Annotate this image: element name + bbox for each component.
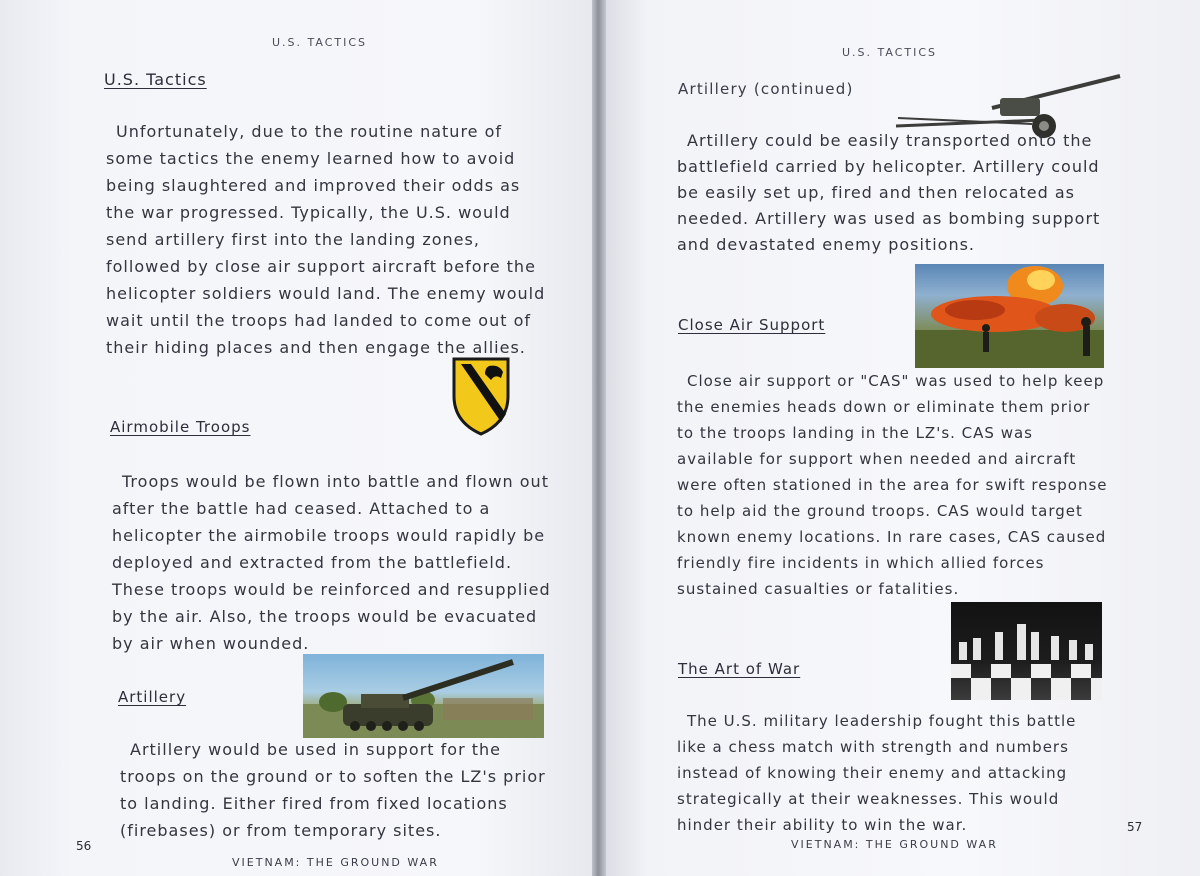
section-body: Unfortunately, due to the routine nature of some tactics the enemy learned how to avoid being slaughtered and improved their odds as the war progressed. Typically, the U.S. would send artillery first into the landing zones, followed by close air support aircraft before the helicopter soldiers would land. The enemy would wait until the troops had landed to come out of their hiding places and then engage the allies. [106, 122, 546, 357]
running-foot: VIETNAM: THE GROUND WAR [232, 856, 439, 869]
chess-pieces-photo [951, 602, 1102, 700]
section-body: Artillery would be used in support for the troops on the ground or to soften the LZ's prior to landing. Either fired from fixed locations (firebases) or from temporary sites. [120, 740, 546, 840]
section-body: Troops would be flown into battle and flown out after the battle had ceased. Attached to a helicopter the airmobile troops would rapidly be deployed and extracted from the battlefield. These troops would be reinforced and resupplied by the air. Also, the troops would be evacuated by air when wounded. [112, 472, 551, 653]
section-heading: Artillery (continued) [678, 80, 854, 98]
running-head: U.S. TACTICS [272, 36, 368, 49]
running-foot: VIETNAM: THE GROUND WAR [791, 838, 998, 851]
running-head: U.S. TACTICS [842, 46, 938, 59]
right-page [600, 0, 1200, 876]
section-heading: Airmobile Troops [110, 418, 251, 436]
section-body: The U.S. military leadership fought this battle like a chess match with strength and numbers instead of knowing their enemy and attacking strategically at their weaknesses. This would hinder their ability to win the war. [677, 712, 1077, 834]
section-body: Close air support or "CAS" was used to help keep the enemies heads down or eliminate them prior to the troops landing in the LZ's. CAS was available for support when needed and aircraft were often stationed in the area for swift response to help aid the ground troops. CAS would target known enemy locations. In rare cases, CAS caused friendly fire incidents in which allied forces sustained casualties or fatalities. [677, 372, 1108, 598]
section-body: Artillery could be easily transported onto the battlefield carried by helicopter. Artillery could be easily set up, fired and then relocated as needed. Artillery was used as bombing support and devastated enemy positions. [677, 131, 1101, 254]
section-heading: Close Air Support [678, 316, 826, 334]
book-gutter [592, 0, 606, 876]
cavalry-patch-icon [451, 356, 511, 436]
page-number: 56 [76, 839, 92, 853]
section-heading: Artillery [118, 688, 187, 706]
close-air-support-explosion-photo [915, 264, 1104, 368]
section-heading: U.S. Tactics [104, 70, 207, 89]
self-propelled-gun-photo [303, 654, 544, 738]
page-number: 57 [1127, 820, 1143, 834]
left-page [0, 0, 596, 876]
section-heading: The Art of War [678, 660, 801, 678]
